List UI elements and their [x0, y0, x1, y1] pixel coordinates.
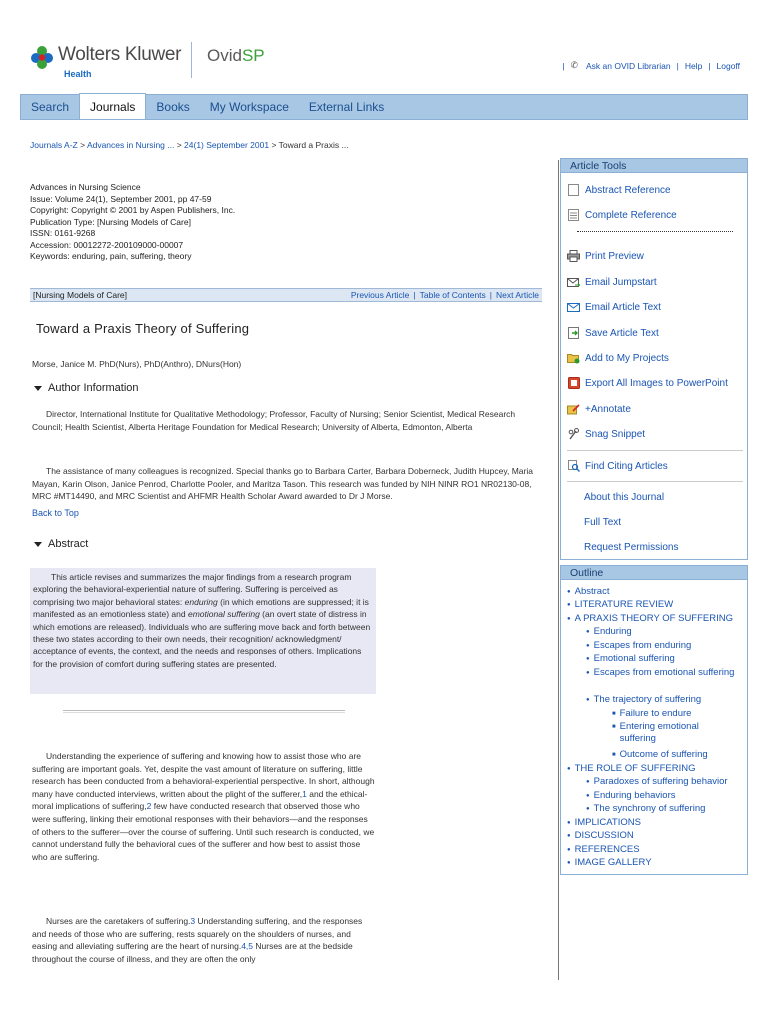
tab-my-workspace[interactable]: My Workspace	[209, 100, 289, 114]
outline-item[interactable]: ● The synchrony of suffering	[586, 803, 706, 814]
top-links: | ✆ Ask an OVID Librarian | Help | Logoff	[562, 60, 740, 71]
snippet-icon	[567, 428, 580, 440]
table-of-contents-link[interactable]: Table of Contents	[419, 290, 486, 300]
annotate-link[interactable]: +Annotate	[567, 403, 631, 415]
abstract-text: This article revises and summarizes the major findings from a research program exploring the behavioral-experiential nature of suffering. Suffering is perceived as comprising two major behavioral states: enduring (in which emotions are suppressed; it is manifested as an emotionless state) and emotional suffering (an overt state of distress in which emotions are released). Individuals who are suffering move back and forth between these two states according to their own needs, their recognition/ acknowledgment/ acceptance of events, the context, and the needs and responses of others. Implications for the provision of comfort during suffering states are presented.	[33, 572, 371, 669]
powerpoint-icon	[567, 377, 580, 389]
next-article-link[interactable]: Next Article	[496, 290, 539, 300]
outline-item[interactable]: ● Escapes from emotional suffering	[586, 667, 735, 678]
librarian-icon: ✆	[570, 60, 579, 70]
request-permissions-link[interactable]: Request Permissions	[584, 542, 679, 553]
email-jumpstart-link[interactable]: Email Jumpstart	[567, 276, 657, 288]
reference-link[interactable]: 3	[190, 916, 196, 926]
publication-type: Publication Type: [Nursing Models of Care]	[30, 216, 191, 227]
tab-external-links[interactable]: External Links	[308, 100, 385, 114]
dotted-divider	[577, 231, 733, 232]
back-to-top-link[interactable]: Back to Top	[32, 508, 79, 518]
document-icon	[567, 184, 580, 196]
collapse-triangle-icon	[34, 386, 42, 391]
logoff-link[interactable]: Logoff	[716, 60, 740, 71]
breadcrumb-issue[interactable]: 24(1) September 2001	[184, 140, 270, 150]
product-name	[207, 46, 265, 66]
abstract-box	[30, 568, 376, 694]
outline-title: Outline	[561, 566, 747, 580]
abstract-toggle[interactable]	[34, 538, 88, 550]
email-article-text-link[interactable]: Email Article Text	[567, 301, 661, 313]
product-name-ovid: Ovid	[207, 46, 242, 65]
outline-item[interactable]: ■ Outcome of suffering	[612, 749, 708, 760]
annotate-icon	[567, 403, 580, 415]
issn: ISSN: 0161-9268	[30, 228, 96, 238]
abstract-heading: Abstract	[48, 538, 89, 550]
email-icon	[567, 301, 580, 313]
tools-divider	[567, 481, 743, 482]
outline-item[interactable]: ● Escapes from enduring	[586, 640, 692, 651]
wolters-kluwer-logo-icon	[30, 45, 54, 69]
article-tools-title: Article Tools	[561, 159, 747, 173]
reference-link[interactable]: 4,5	[241, 941, 254, 952]
collapse-triangle-icon	[34, 542, 42, 547]
outline-item[interactable]: ● DISCUSSION	[567, 830, 634, 841]
author-affiliation: Director, International Institute for Qualitative Methodology; Professor, Faculty of Nursing; Senior Scientist, Medical Research Council; Health Scientist, Alberta Heritage Foundation for Medical Research; University of Alberta, Edmonton, Alberta	[32, 409, 516, 432]
save-icon	[567, 327, 580, 339]
document-lines-icon	[567, 209, 580, 221]
breadcrumb-current: Toward a Praxis ...	[278, 140, 349, 150]
folder-add-icon	[567, 352, 580, 364]
article-title: Toward a Praxis Theory of Suffering	[36, 321, 250, 336]
reference-link[interactable]: 1	[302, 788, 307, 799]
outline-item[interactable]: ● A PRAXIS THEORY OF SUFFERING	[567, 613, 733, 624]
outline-item[interactable]: ● IMAGE GALLERY	[567, 857, 652, 868]
breadcrumb: Journals A-Z > Advances in Nursing ... > 24(1) September 2001 > Toward a Praxis ...	[30, 140, 349, 150]
save-article-text-link[interactable]: Save Article Text	[567, 327, 659, 339]
brand-name: Wolters Kluwer	[58, 44, 182, 65]
keywords: Keywords: enduring, pain, suffering, theory	[30, 251, 192, 261]
section-divider	[63, 710, 345, 713]
outline-panel	[560, 565, 748, 875]
find-citing-articles-link[interactable]: Find Citing Articles	[567, 460, 668, 472]
outline-item[interactable]: ● THE ROLE OF SUFFERING	[567, 763, 696, 774]
author-info-toggle[interactable]	[34, 382, 139, 394]
article-authors: Morse, Janice M. PhD(Nurs), PhD(Anthro), DNurs(Hon)	[32, 359, 242, 369]
body-paragraph-1: Understanding the experience of suffering and knowing how to assist those who are suffering are important goals. Yet, despite the vast amount of literature on suffering, little research has been conducted from a behavioral-experiential perspective. In short, although many have conducted interviews, written about the plight of the sufferer,1 and the ethical-moral implications of suffering,2 few have conducted research that observed those who were suffering, linking their emotional responses with their behaviors—and the responses of others to the sufferer—over the course of suffering. Until such research is conducted, we cannot understand fully the behavioral cues of the sufferer and how best to assist those who are suffering.	[32, 751, 375, 862]
article-category: [Nursing Models of Care]	[33, 290, 128, 300]
tab-search[interactable]: Search	[31, 100, 70, 114]
export-images-powerpoint-link[interactable]: Export All Images to PowerPoint	[567, 377, 728, 389]
column-divider	[558, 160, 559, 980]
previous-article-link[interactable]: Previous Article	[350, 290, 410, 300]
outline-item[interactable]: ● Emotional suffering	[586, 653, 675, 664]
outline-item[interactable]: ● LITERATURE REVIEW	[567, 599, 674, 610]
outline-item[interactable]: ● IMPLICATIONS	[567, 817, 641, 828]
outline-item[interactable]: ● The trajectory of suffering	[586, 694, 702, 705]
tab-books[interactable]: Books	[156, 100, 190, 114]
breadcrumb-journals-az[interactable]: Journals A-Z	[30, 140, 78, 150]
author-info-heading: Author Information	[48, 382, 139, 394]
magnifier-icon	[567, 460, 580, 472]
outline-item[interactable]: ● Enduring	[586, 626, 632, 637]
accession: Accession: 00012272-200109000-00007	[30, 239, 184, 250]
add-to-my-projects-link[interactable]: Add to My Projects	[567, 352, 669, 364]
breadcrumb-journal[interactable]: Advances in Nursing ...	[86, 140, 175, 150]
acknowledgment: The assistance of many colleagues is recognized. Special thanks go to Barbara Carter, Barbara Doberneck, Judith Hupcey, Maria Mayan, Karin Olson, Janice Penrod, Charlotte Pooler, and Maritza Tason. This research was funded by NIH NINR RO1 NR02130-08, MRC #MT14490, and MRC Scientist and AHFMR Health Scholar Award awarded to Dr J Morse.	[32, 466, 533, 502]
tab-journals[interactable]: Journals	[79, 93, 146, 119]
brand-subtitle: Health	[64, 69, 92, 79]
header	[0, 0, 768, 92]
outline-item[interactable]: ■ Entering emotional suffering	[612, 721, 699, 744]
about-this-journal-link[interactable]: About this Journal	[584, 492, 665, 503]
full-text-link[interactable]: Full Text	[584, 517, 622, 528]
ask-librarian-link[interactable]: Ask an OVID Librarian	[586, 60, 671, 71]
print-preview-link[interactable]: Print Preview	[567, 250, 644, 262]
issue-info: Issue: Volume 24(1), September 2001, pp 47-59	[30, 193, 212, 204]
tools-divider	[567, 450, 743, 451]
outline-item[interactable]: ● REFERENCES	[567, 844, 640, 855]
reference-link[interactable]: 2	[146, 801, 152, 812]
body-paragraph-2: Nurses are the caretakers of suffering.3 Understanding suffering, and the responses and needs of those who are suffering, rests squarely on the shoulders of nurses, and easing and alleviating suffering are the heart of nursing.4,5 Nurses are at the bedside throughout the course of illness, and they are often the only	[32, 916, 363, 964]
outline-item[interactable]: ■ Failure to endure	[612, 708, 692, 719]
journal-name: Advances in Nursing Science	[30, 182, 141, 192]
email-arrow-icon	[567, 276, 580, 288]
main-nav	[20, 94, 748, 120]
outline-item[interactable]: ● Abstract	[567, 586, 610, 597]
product-name-sp: SP	[241, 46, 265, 65]
abstract-reference-link[interactable]: Abstract Reference	[567, 184, 671, 196]
copyright-info: Copyright: Copyright © 2001 by Aspen Publishers, Inc.	[30, 205, 236, 215]
article-metadata	[30, 182, 542, 263]
brand-divider	[191, 42, 192, 78]
article-nav-bar: [Nursing Models of Care] Previous Article | Table of Contents | Next Article	[30, 288, 542, 302]
outline-item[interactable]: ● Enduring behaviors	[586, 790, 676, 801]
article-tools-panel	[560, 158, 748, 560]
snag-snippet-link[interactable]: Snag Snippet	[567, 428, 645, 440]
outline-item[interactable]: ● Paradoxes of suffering behavior	[586, 776, 728, 787]
complete-reference-link[interactable]: Complete Reference	[567, 209, 677, 221]
printer-icon	[567, 250, 580, 262]
help-link[interactable]: Help	[684, 60, 703, 71]
